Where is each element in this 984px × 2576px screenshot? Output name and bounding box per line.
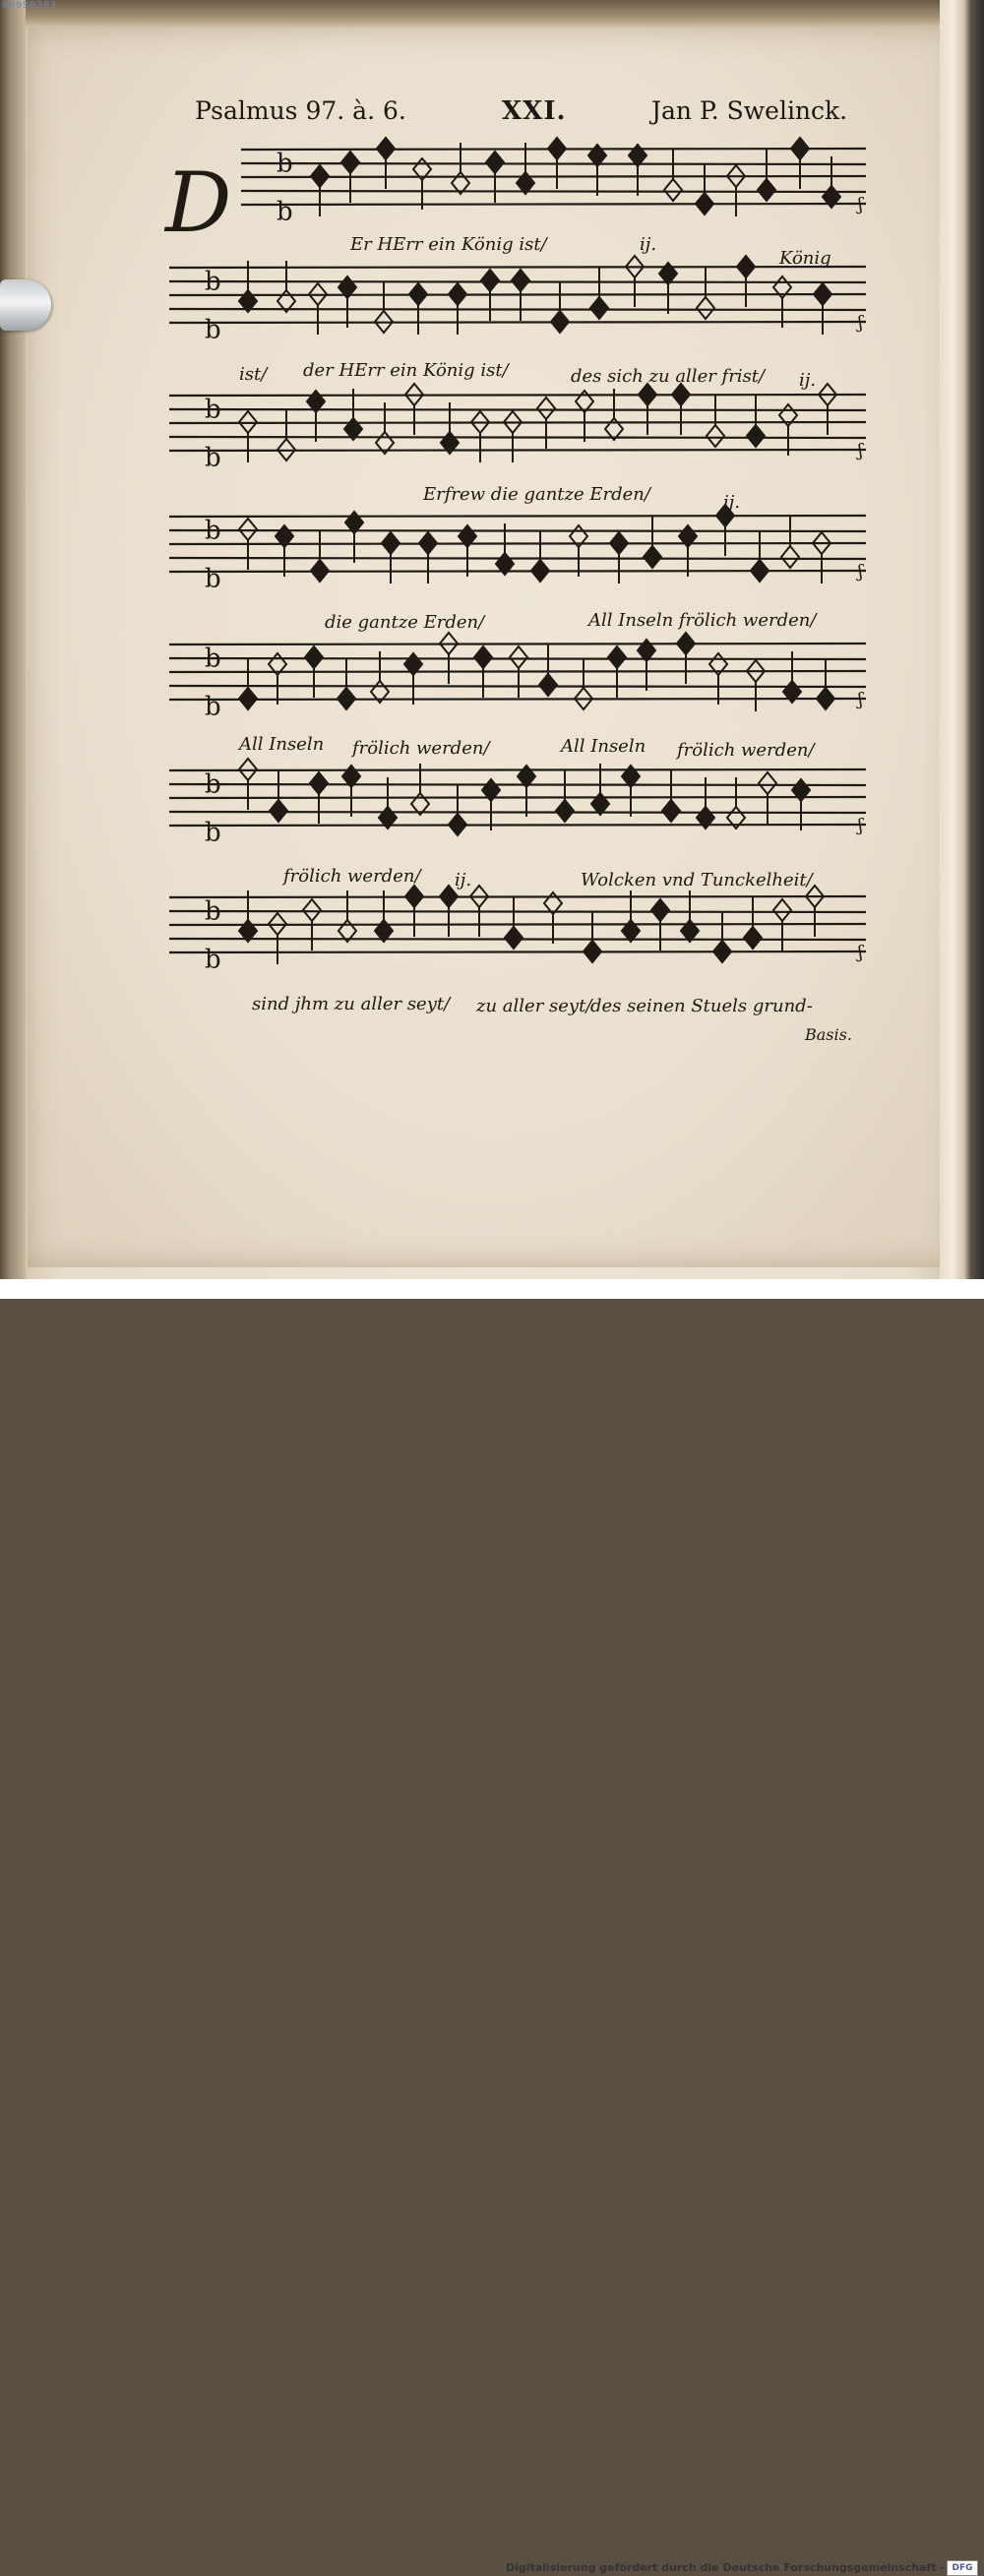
staff-line (169, 911, 866, 912)
staff-line (169, 395, 866, 396)
lyric: die gantze Erden/ (325, 612, 485, 633)
note-head (713, 941, 731, 962)
note-head (270, 800, 287, 822)
staff-line (169, 450, 866, 451)
note-head (419, 532, 437, 554)
staff-line (169, 543, 866, 544)
lyric: All Inseln frölich werden/ (588, 610, 817, 631)
flat-sign: b (205, 769, 221, 800)
note-head (303, 899, 321, 921)
lyric: All Inseln (239, 734, 325, 755)
flat-sign: b (205, 896, 221, 927)
shelfmark: 00090303 (2, 0, 58, 11)
note-head (512, 270, 529, 291)
staff-line (169, 516, 866, 517)
note-head (481, 270, 499, 291)
initial-letter-d: D (165, 154, 232, 251)
note-head (744, 927, 762, 949)
note-head (747, 425, 765, 447)
flat-sign: b (205, 692, 221, 722)
catchword: Basis. (805, 1025, 852, 1044)
custos-mark: ʃ (858, 689, 863, 710)
note-head (751, 560, 769, 582)
note-head (449, 283, 466, 305)
custos-mark: ʃ (858, 561, 863, 583)
flat-sign: b (205, 945, 221, 975)
flat-sign: b (205, 267, 221, 297)
music-notation (0, 0, 984, 1279)
note-head (610, 532, 628, 554)
note-head (662, 800, 680, 822)
note-head (584, 941, 601, 962)
note-head (781, 546, 799, 568)
note-head (791, 138, 809, 159)
note-head (310, 772, 328, 794)
lyric: All Inseln (561, 736, 646, 757)
composer-name: Jan P. Swelinck. (651, 96, 848, 125)
custos-mark: ʃ (858, 440, 863, 461)
note-head (737, 256, 755, 277)
lyric: frölich werden/ (677, 740, 815, 761)
note-head (505, 927, 523, 949)
staff-line (169, 558, 866, 559)
note-head (405, 886, 423, 907)
staff-line (169, 699, 866, 700)
note-head (639, 384, 656, 405)
lyric: Wolcken vnd Tunckelheit/ (581, 870, 813, 890)
lyric: des seinen Stuels grund- (590, 996, 813, 1016)
note-head (551, 311, 569, 333)
note-head (696, 193, 713, 215)
note-head (817, 688, 834, 709)
note-head (651, 899, 669, 921)
staff-line (169, 825, 866, 826)
lyric: ij. (799, 370, 817, 391)
note-head (758, 179, 775, 201)
note-head (311, 560, 329, 582)
lyric: ij. (455, 870, 472, 890)
note-head (759, 772, 776, 794)
note-head (382, 532, 400, 554)
note-head (474, 646, 492, 668)
flat-sign: b (277, 197, 293, 227)
note-head (697, 297, 714, 319)
staff-line (169, 409, 866, 410)
lyric: ist/ (239, 364, 268, 385)
flat-sign: b (205, 644, 221, 674)
staff-line (169, 769, 866, 770)
footer-bar (0, 1279, 984, 2574)
lyric: ij. (640, 234, 657, 255)
lyric: frölich werden/ (283, 866, 421, 887)
custos-mark: ʃ (858, 194, 863, 215)
staff-line (169, 422, 866, 423)
custos-mark: ʃ (858, 815, 863, 836)
dfg-logo: DFG (947, 2560, 978, 2576)
note-head (239, 519, 257, 540)
note-head (341, 152, 359, 173)
lyric: Erfrew die gantze Erden/ (423, 484, 650, 505)
note-head (590, 297, 608, 319)
note-head (814, 283, 831, 305)
custos-mark: ʃ (858, 942, 863, 963)
note-head (707, 425, 724, 447)
note-head (449, 814, 466, 835)
flat-sign: b (205, 443, 221, 473)
note-head (377, 138, 395, 159)
note-head (338, 688, 355, 709)
funding-credit: Digitalisierung gefördert durch die Deutsche Forschungsgemeinschaft - (505, 2561, 945, 2574)
flat-sign: b (205, 516, 221, 546)
note-head (239, 688, 257, 709)
piece-number: XXI. (502, 96, 567, 126)
note-head (773, 899, 791, 921)
staff-line (169, 924, 866, 925)
flat-sign: b (277, 149, 293, 179)
lyric: frölich werden/ (352, 738, 490, 759)
note-head (677, 633, 695, 654)
staff-line (241, 176, 866, 177)
note-head (409, 283, 427, 305)
staff-line (169, 797, 866, 798)
note-head (664, 179, 682, 201)
staff-line (169, 530, 866, 531)
note-head (486, 152, 504, 173)
staff-line (241, 163, 866, 164)
note-head (311, 165, 329, 187)
psalm-title: Psalmus 97. à. 6. (195, 96, 406, 125)
scanned-page (0, 0, 984, 1279)
lyric: ij. (723, 492, 741, 513)
staff-line (169, 896, 866, 897)
flat-sign: b (205, 395, 221, 425)
custos-mark: ʃ (858, 312, 863, 334)
note-head (672, 384, 690, 405)
staff-line (169, 309, 866, 310)
lyric: zu aller seyt/ (476, 996, 592, 1016)
lyric: des sich zu aller frist/ (571, 366, 766, 387)
note-head (539, 674, 557, 696)
staff-line (169, 322, 866, 323)
flat-sign: b (205, 818, 221, 848)
staff-line (169, 951, 866, 952)
lyric: sind jhm zu aller seyt/ (252, 994, 451, 1014)
note-head (644, 546, 661, 568)
lyric: der HErr ein König ist/ (303, 360, 509, 381)
flat-sign: b (205, 315, 221, 345)
note-head (537, 398, 555, 419)
note-head (305, 646, 323, 668)
lyric: König (779, 248, 831, 269)
staff-line (169, 267, 866, 268)
note-head (556, 800, 574, 822)
note-head (608, 646, 626, 668)
flat-sign: b (205, 564, 221, 594)
staff-line (169, 294, 866, 295)
lyric: Er HErr ein König ist/ (350, 234, 547, 255)
note-head (531, 560, 549, 582)
note-head (510, 646, 527, 668)
note-head (548, 138, 566, 159)
staff-line (241, 204, 866, 205)
